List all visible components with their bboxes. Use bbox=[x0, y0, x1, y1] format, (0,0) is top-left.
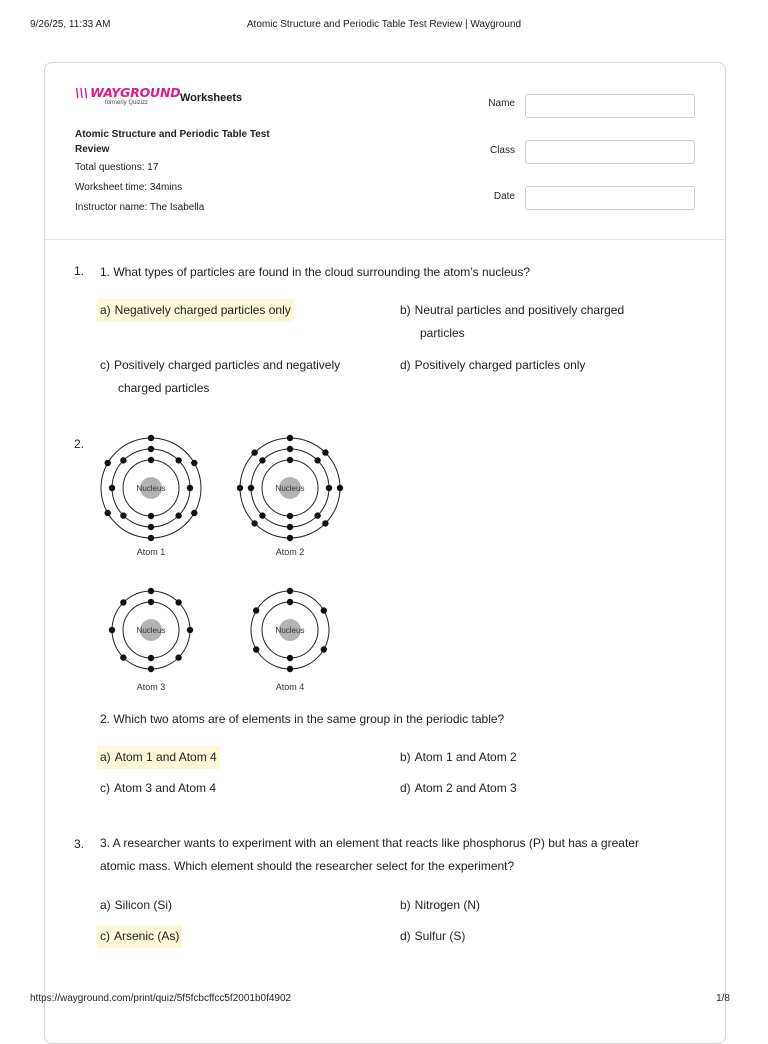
worksheet-title-line: Atomic Structure and Periodic Table Test bbox=[75, 129, 270, 140]
option-text: charged particles bbox=[118, 381, 210, 395]
option-text: Positively charged particles and negatively bbox=[114, 358, 341, 372]
answer-option[interactable] bbox=[100, 354, 340, 400]
option-text: particles bbox=[420, 326, 465, 340]
logo-mark-icon: \\\ bbox=[75, 85, 89, 100]
electron bbox=[251, 520, 257, 526]
electron bbox=[237, 485, 243, 491]
option-text: Positively charged particles only bbox=[414, 358, 586, 372]
electron bbox=[322, 520, 328, 526]
electron bbox=[191, 510, 197, 516]
question-text bbox=[100, 832, 639, 878]
option-letter: c) bbox=[100, 929, 110, 943]
option-text: Sulfur (S) bbox=[414, 929, 466, 943]
option-text: Arsenic (As) bbox=[114, 929, 180, 943]
question-text-line: atomic mass. Which element should the researcher select for the experiment? bbox=[100, 859, 515, 873]
nucleus-label: Nucleus bbox=[275, 484, 305, 493]
option-text: Atom 1 and Atom 4 bbox=[114, 750, 217, 764]
electron bbox=[322, 449, 328, 455]
option-letter: d) bbox=[400, 781, 411, 795]
electron bbox=[175, 457, 181, 463]
brand-subtitle: formerly Quizizz bbox=[105, 100, 149, 106]
answer-option[interactable] bbox=[400, 354, 585, 377]
electron bbox=[148, 457, 154, 463]
print-timestamp: 9/26/25, 11:33 AM bbox=[30, 19, 111, 30]
worksheet-title bbox=[75, 127, 315, 157]
option-letter: c) bbox=[100, 781, 110, 795]
option-letter: d) bbox=[400, 358, 411, 372]
option-text: Atom 3 and Atom 4 bbox=[114, 781, 217, 795]
electron bbox=[109, 627, 115, 633]
electron bbox=[321, 607, 327, 613]
electron bbox=[120, 654, 126, 660]
bohr-atom-diagram bbox=[90, 425, 350, 700]
instructor-name: Instructor name: The Isabella bbox=[75, 202, 205, 213]
option-text: Negatively charged particles only bbox=[114, 303, 291, 317]
electron bbox=[287, 435, 293, 441]
question-number: 1. bbox=[74, 264, 85, 278]
atom-model bbox=[109, 588, 193, 692]
worksheet-title-line: Review bbox=[75, 144, 110, 155]
question-text: 1. What types of particles are found in the cloud surrounding the atom’s nucleus? bbox=[100, 265, 531, 279]
electron bbox=[105, 460, 111, 466]
option-letter: a) bbox=[100, 898, 111, 912]
electron bbox=[287, 588, 293, 594]
electron bbox=[148, 655, 154, 661]
electron bbox=[148, 666, 154, 672]
answer-option[interactable] bbox=[400, 777, 517, 800]
atom-label: Atom 4 bbox=[275, 682, 305, 692]
electron bbox=[314, 457, 320, 463]
answer-option[interactable] bbox=[400, 299, 624, 345]
electron bbox=[105, 510, 111, 516]
electron bbox=[187, 627, 193, 633]
wayground-logo bbox=[75, 85, 180, 106]
electron bbox=[148, 524, 154, 530]
answer-option[interactable] bbox=[400, 746, 517, 769]
electron bbox=[120, 457, 126, 463]
atom-diagram-svg bbox=[90, 425, 350, 700]
electron bbox=[326, 485, 332, 491]
question-text: 2. Which two atoms are of elements in the same group in the periodic table? bbox=[100, 712, 505, 726]
option-letter: d) bbox=[400, 929, 411, 943]
option-text: Atom 2 and Atom 3 bbox=[414, 781, 517, 795]
electron bbox=[248, 485, 254, 491]
answer-option[interactable] bbox=[100, 894, 172, 917]
atom-label: Atom 1 bbox=[136, 547, 166, 557]
electron bbox=[175, 599, 181, 605]
date-label: Date bbox=[493, 191, 515, 202]
atom-model bbox=[251, 588, 329, 692]
worksheet-header bbox=[45, 63, 725, 240]
electron bbox=[148, 513, 154, 519]
class-label: Class bbox=[489, 145, 515, 156]
electron bbox=[287, 446, 293, 452]
name-label: Name bbox=[488, 98, 515, 109]
question-number: 3. bbox=[74, 837, 85, 851]
total-questions: Total questions: 17 bbox=[75, 162, 159, 173]
answer-option[interactable] bbox=[100, 777, 216, 800]
print-url: https://wayground.com/print/quiz/5f5fcbcffcc5f2001b0f4902 bbox=[30, 993, 292, 1004]
electron bbox=[148, 535, 154, 541]
answer-option[interactable] bbox=[400, 925, 465, 948]
brand-name: WAYGROUND bbox=[90, 85, 181, 100]
electron bbox=[253, 646, 259, 652]
electron bbox=[287, 666, 293, 672]
electron bbox=[321, 646, 327, 652]
electron bbox=[253, 607, 259, 613]
electron bbox=[148, 435, 154, 441]
print-page-number: 1/8 bbox=[716, 993, 730, 1004]
option-text: Silicon (Si) bbox=[114, 898, 173, 912]
option-letter: a) bbox=[100, 750, 111, 764]
date-field[interactable] bbox=[525, 186, 695, 210]
electron bbox=[148, 588, 154, 594]
nucleus-label: Nucleus bbox=[136, 626, 166, 635]
electron bbox=[191, 460, 197, 466]
electron bbox=[120, 599, 126, 605]
answer-option[interactable] bbox=[97, 746, 220, 769]
electron bbox=[337, 485, 343, 491]
electron bbox=[314, 512, 320, 518]
electron bbox=[287, 655, 293, 661]
atom-model bbox=[101, 435, 201, 557]
print-page-title: Atomic Structure and Periodic Table Test Review | Wayground bbox=[246, 19, 522, 30]
class-field[interactable] bbox=[525, 140, 695, 164]
electron bbox=[287, 457, 293, 463]
nucleus-label: Nucleus bbox=[136, 484, 166, 493]
atom-label: Atom 2 bbox=[275, 547, 305, 557]
worksheet-time: Worksheet time: 34mins bbox=[75, 182, 183, 193]
atom-label: Atom 3 bbox=[136, 682, 166, 692]
atom-model bbox=[237, 435, 343, 557]
electron bbox=[259, 512, 265, 518]
option-text: Atom 1 and Atom 2 bbox=[414, 750, 517, 764]
question-number: 2. bbox=[74, 437, 85, 451]
option-letter: c) bbox=[100, 358, 110, 372]
electron bbox=[287, 535, 293, 541]
electron bbox=[287, 513, 293, 519]
section-label: Worksheets bbox=[180, 92, 243, 104]
electron bbox=[251, 449, 257, 455]
name-field[interactable] bbox=[525, 94, 695, 118]
electron bbox=[287, 599, 293, 605]
question-text-line: 3. A researcher wants to experiment with an element that reacts like phosphorus (P) but has a greater bbox=[100, 836, 639, 850]
answer-option[interactable] bbox=[97, 925, 182, 948]
option-text: Neutral particles and positively charged bbox=[414, 303, 625, 317]
option-letter: a) bbox=[100, 303, 111, 317]
nucleus-label: Nucleus bbox=[275, 626, 305, 635]
electron bbox=[109, 485, 115, 491]
electron bbox=[187, 485, 193, 491]
electron bbox=[148, 599, 154, 605]
electron bbox=[175, 512, 181, 518]
option-letter: b) bbox=[400, 303, 411, 317]
electron bbox=[148, 446, 154, 452]
answer-option[interactable] bbox=[400, 894, 480, 917]
electron bbox=[120, 512, 126, 518]
option-letter: b) bbox=[400, 750, 411, 764]
option-letter: b) bbox=[400, 898, 411, 912]
answer-option[interactable] bbox=[97, 299, 294, 322]
electron bbox=[175, 654, 181, 660]
option-text: Nitrogen (N) bbox=[414, 898, 481, 912]
electron bbox=[287, 524, 293, 530]
electron bbox=[259, 457, 265, 463]
